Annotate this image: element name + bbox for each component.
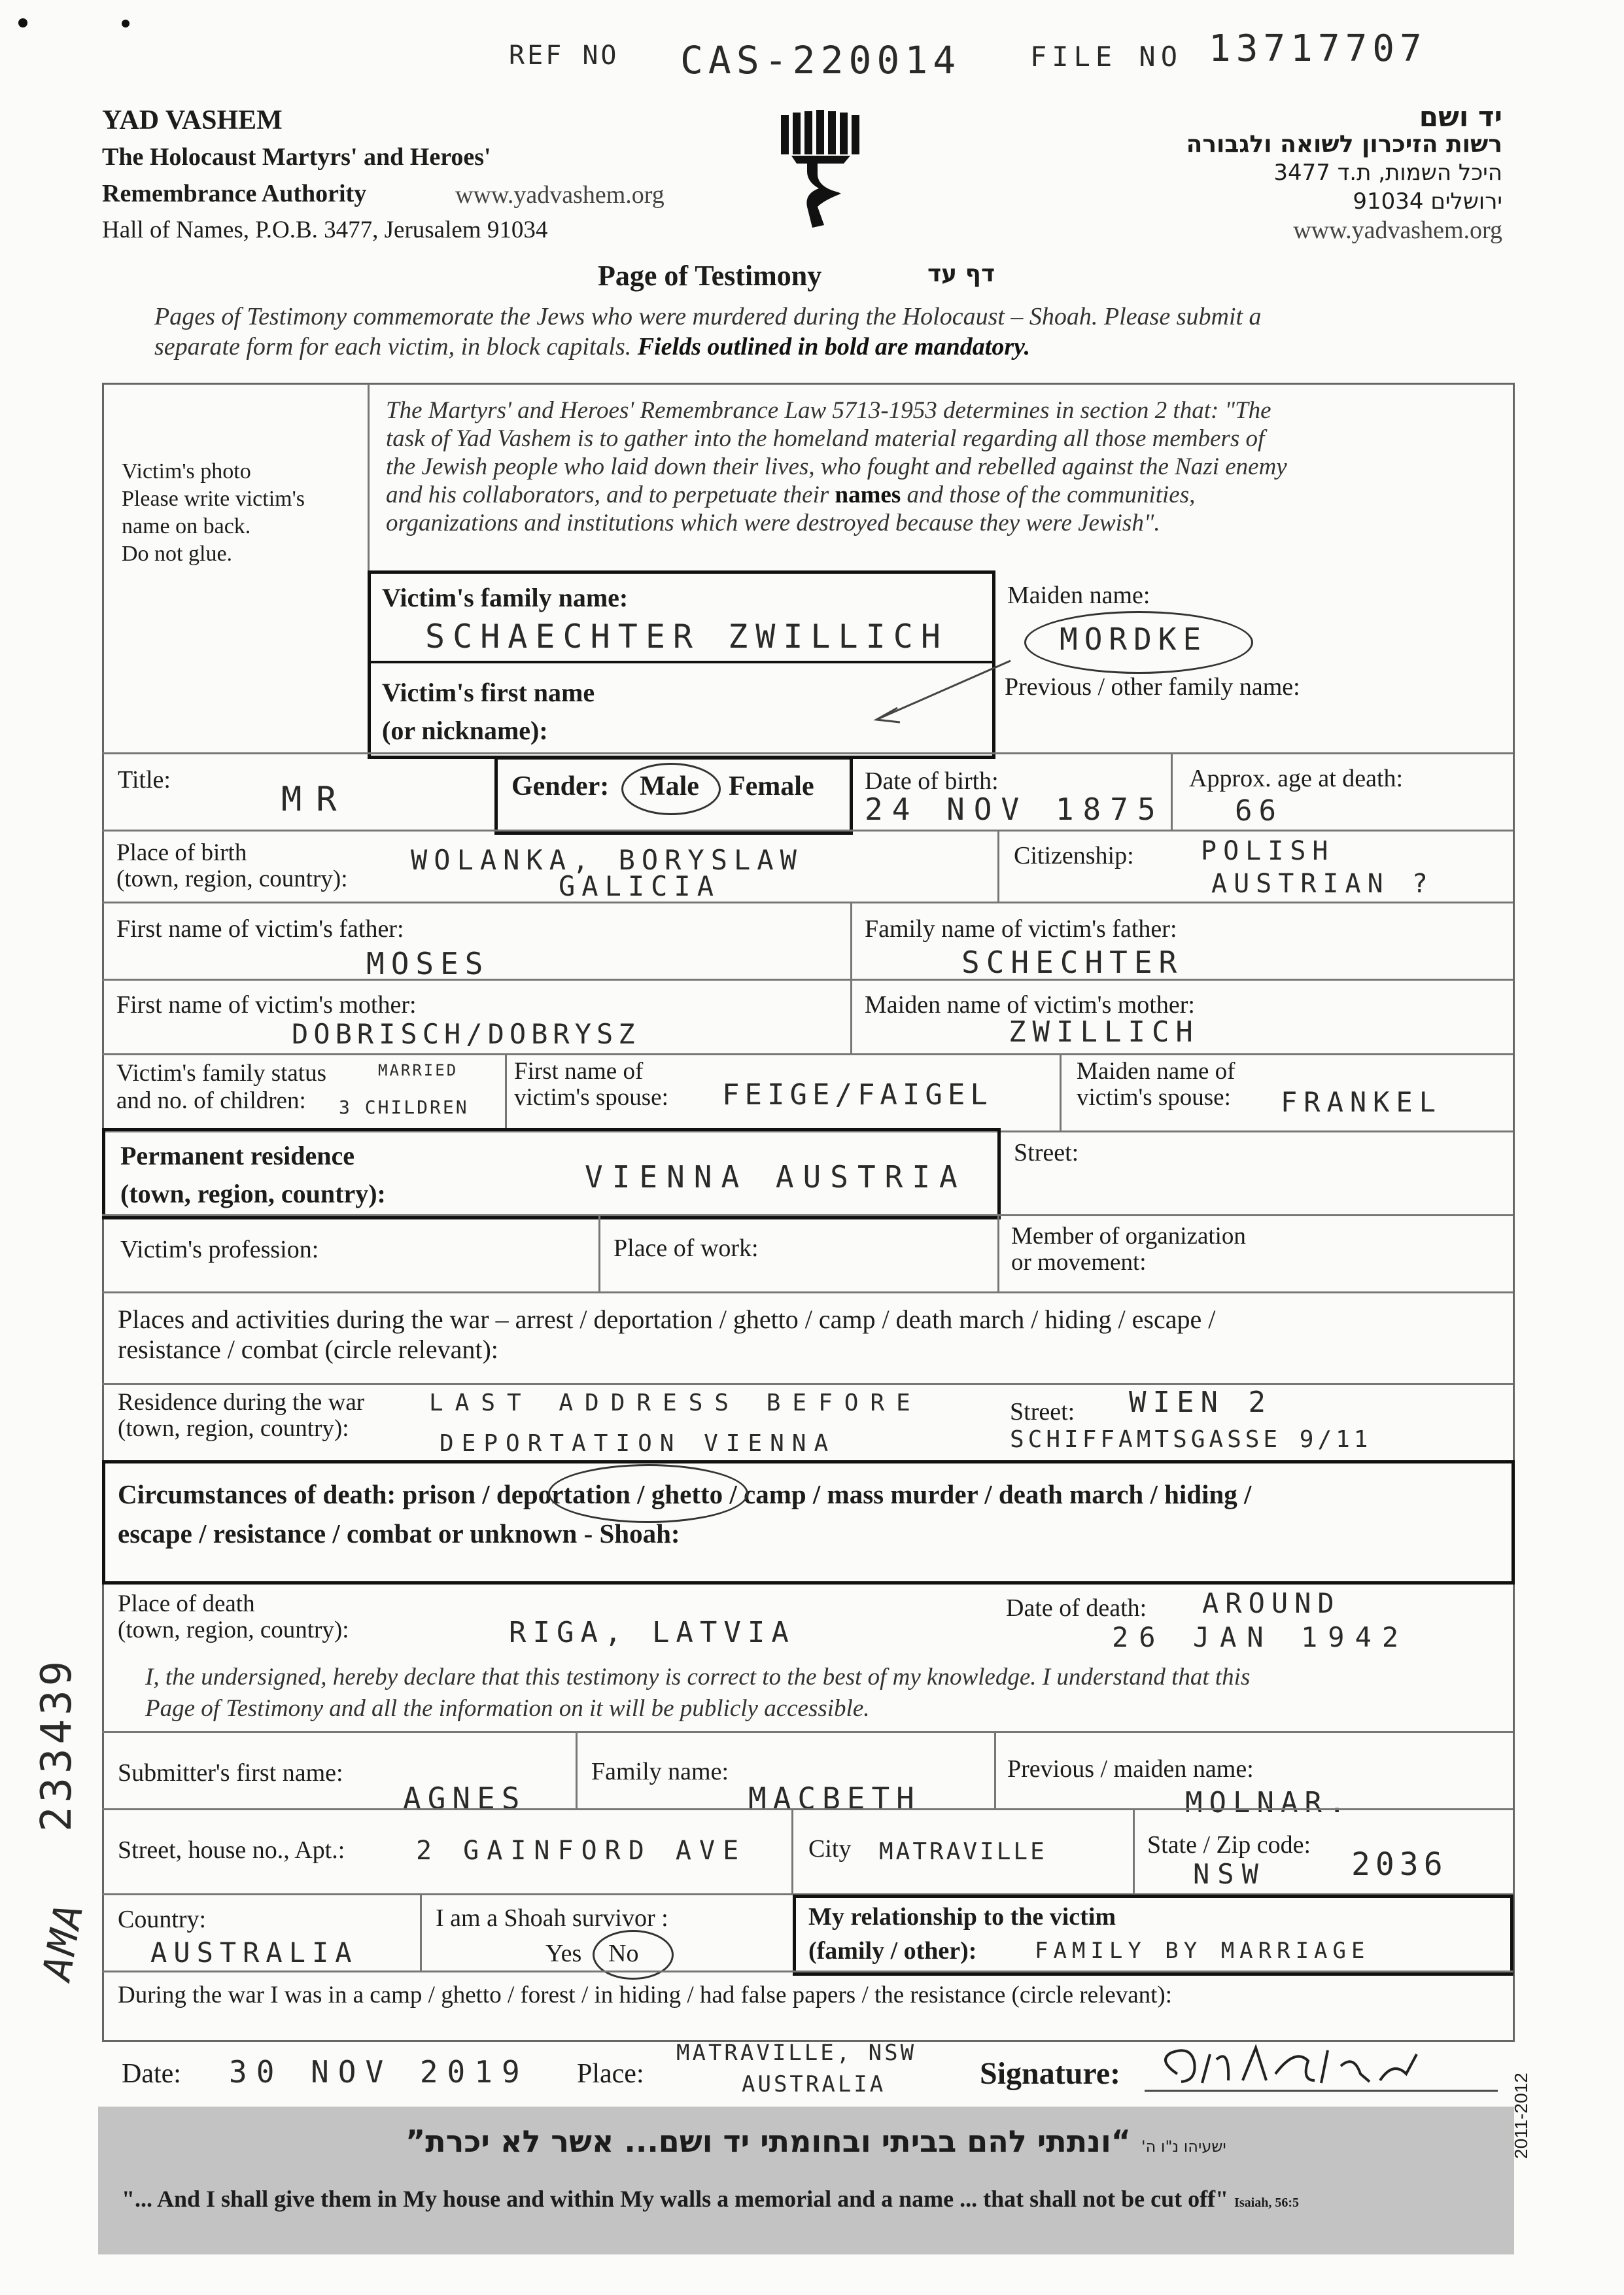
row-line [102,1731,1513,1733]
spouse-first-value[interactable]: FEIGE/FAIGEL [722,1078,993,1112]
place-label: Place: [577,2059,644,2089]
mother-maiden-label: Maiden name of victim's mother: [865,991,1195,1019]
footer-hebrew-ref: ישעיהו נ"ו ה' [1141,2137,1226,2156]
places-label-line2: resistance / combat (circle relevant): [118,1335,498,1364]
punch-mark [18,18,27,27]
dod-value-line1[interactable]: AROUND [1202,1587,1341,1619]
title-value[interactable]: MR [281,780,351,819]
residence-label [120,1137,386,1213]
pob-value-line2[interactable]: GALICIA [559,870,721,902]
during-war-label: During the war I was in a camp / ghetto / forest / in hiding / had false papers / the resistance (circle relevant): [118,1982,1173,2008]
family-name-value[interactable]: SCHAECHTER ZWILLICH [425,618,948,656]
col-line [598,1214,600,1291]
form-title-hebrew: דף עד [927,260,995,287]
row-line [102,1808,1513,1810]
spouse-maiden-label-line1: Maiden name of [1077,1058,1235,1085]
col-line [420,1893,422,1971]
relationship-label-line1: My relationship to the victim [808,1903,1116,1931]
submitter-state-label: State / Zip code: [1147,1831,1311,1859]
declaration-line2: Page of Testimony and all the information on it will be publicly accessible. [145,1695,870,1722]
submitter-zip-value[interactable]: 2036 [1351,1846,1448,1883]
pob-label [116,840,347,892]
row-line [102,1383,1513,1385]
family-name-label: Victim's family name: [382,583,629,612]
date-label: Date: [122,2059,181,2089]
children-value[interactable]: 3 CHILDREN [339,1096,469,1118]
war-residence-label-line2: (town, region, country): [118,1415,349,1442]
intro-line2-text: separate form for each victim, in block capitals. [154,333,632,360]
law-line4 [386,481,1287,509]
photo-line3: name on back. [122,514,251,538]
circumstances-line1: Circumstances of death: prison / deportation / ghetto / camp / mass murder / death march / hiding / [118,1479,1252,1509]
maiden-name-label: Maiden name: [1007,582,1150,609]
file-no-value: 13717707 [1209,27,1427,70]
org-name: YAD VASHEM [102,105,283,135]
col-line [576,1731,578,1808]
row-line [102,830,1513,832]
row-line [102,902,1513,903]
father-family-label: Family name of victim's father: [865,915,1177,943]
col-line [1060,1053,1062,1130]
father-first-label: First name of victim's father: [116,915,404,943]
submitter-country-value[interactable]: AUSTRALIA [150,1936,358,1969]
place-value-line2[interactable]: AUSTRALIA [742,2071,886,2097]
age-value[interactable]: 66 [1235,794,1283,828]
submitter-family-value[interactable]: MACBETH [748,1781,921,1816]
relationship-value[interactable]: FAMILY BY MARRIAGE [1035,1938,1370,1964]
submitter-state-value[interactable]: NSW [1193,1858,1266,1890]
family-status-label [116,1060,326,1115]
dob-label: Date of birth: [865,767,999,795]
profession-label: Victim's profession: [120,1236,319,1263]
places-label-line1: Places and activities during the war – arrest / deportation / ghetto / camp / death march / hiding / escape / [118,1305,1216,1334]
row-line [102,1971,1513,1972]
gender-female[interactable]: Female [729,771,814,801]
pob-value-line1[interactable]: WOLANKA, BORYSLAW [411,844,803,876]
ref-no-label: REF NO [509,41,619,71]
col-line [994,1731,996,1808]
law-line4c: and those of the communities, [907,482,1196,508]
submitter-first-label: Submitter's first name: [118,1759,343,1787]
submitter-street-label: Street, house no., Apt.: [118,1836,345,1864]
place-value-line1[interactable]: MATRAVILLE, NSW [676,2040,917,2066]
mother-maiden-value[interactable]: ZWILLICH [1009,1015,1200,1049]
war-street-value-line1[interactable]: WIEN 2 [1129,1386,1272,1419]
footer-english-ref: Isaiah, 56:5 [1234,2196,1300,2210]
work-label: Place of work: [613,1235,759,1262]
gender-label: Gender: [511,771,610,801]
circumstances-line2: escape / resistance / combat or unknown - Shoah: [118,1518,680,1549]
gender-male[interactable]: Male [640,771,699,801]
war-residence-label-line1: Residence during the war [118,1389,365,1416]
margin-initials: AMA [34,1898,93,1984]
submitter-prev-label: Previous / maiden name: [1007,1755,1254,1783]
photo-instructions [122,458,305,568]
row-line [102,979,1513,981]
footer-hebrew-quote: ישעיהו נ"ו ה' “ונתתי להם בביתי ובחומתי יד ושם... אשר לא יכרת” [406,2124,1226,2159]
residence-label-line2: (town, region, country): [120,1179,386,1208]
col-line [1171,752,1173,830]
signature-image [1145,2035,1498,2100]
submitter-prev-value[interactable]: MOLNAR. [1185,1786,1353,1819]
heb-org-line4: ירושלים 91034 [1353,188,1502,215]
mother-first-label: First name of victim's mother: [116,991,417,1019]
member-label-line1: Member of organization [1011,1223,1246,1250]
survivor-label: I am a Shoah survivor : [436,1904,668,1932]
arrow-mark [870,657,1014,729]
submitter-country-label: Country: [118,1906,207,1933]
family-status-value[interactable]: MARRIED [378,1061,458,1079]
family-status-label-line1: Victim's family status [116,1060,326,1087]
heb-org-website: www.yadvashem.org [1293,217,1502,244]
heb-org-line3: היכל השמות, ת.ד 3477 [1273,160,1502,186]
dod-label: Date of death: [1006,1594,1147,1622]
file-no-label: FILE NO [1030,41,1183,73]
col-line [997,1214,999,1291]
member-label [1011,1223,1246,1276]
form-version: 2011-2012 [1511,2073,1531,2159]
survivor-no[interactable]: No [608,1940,639,1967]
spouse-maiden-value[interactable]: FRANKEL [1281,1086,1443,1118]
dod-value-line2[interactable]: 26 JAN 1942 [1112,1621,1409,1653]
member-label-line2: or movement: [1011,1249,1147,1276]
citizenship-value-line2[interactable]: AUSTRIAN ? [1211,869,1434,899]
spouse-maiden-label [1077,1059,1235,1111]
residence-value[interactable]: VIENNA AUSTRIA [585,1159,967,1195]
family-status-label-line2: and no. of children: [116,1087,306,1114]
submitter-city-value[interactable]: MATRAVILLE [879,1838,1047,1865]
org-address: Hall of Names, P.O.B. 3477, Jerusalem 91034 [102,217,548,243]
col-line [997,830,999,902]
first-name-label [382,674,595,750]
pod-label-line1: Place of death [118,1590,255,1617]
street-label: Street: [1014,1139,1079,1166]
col-line [850,902,852,1053]
col-line [1133,1808,1135,1893]
residence-label-line1: Permanent residence [120,1141,355,1170]
law-line4a: and his collaborators, and to perpetuate their [386,482,829,508]
intro-line2 [154,332,1030,361]
col-line [791,1808,793,1893]
submitter-city-label: City [808,1835,852,1863]
dob-value[interactable]: 24 NOV 1875 [865,792,1165,827]
spouse-first-label-line2: victim's spouse: [514,1084,668,1111]
law-line3: the Jewish people who laid down their lives, who fought and rebelled against the Nazi enemy [386,453,1287,480]
yad-vashem-logo [778,109,863,233]
submitter-family-label: Family name: [591,1758,729,1785]
signature-label: Signature: [980,2056,1121,2091]
intro-mandatory-note: Fields outlined in bold are mandatory. [637,333,1031,360]
photo-line1: Victim's photo [122,459,251,483]
ref-no-value: CAS-220014 [680,38,961,82]
title-label: Title: [118,766,171,794]
declaration-line1: I, the undersigned, hereby declare that this testimony is correct to the best of my knowledge. I understand that this [145,1664,1251,1691]
war-residence-value-line2[interactable]: DEPORTATION VIENNA [440,1430,837,1457]
row-line [102,752,1513,754]
pob-label-line2: (town, region, country): [116,866,348,892]
spouse-first-label [514,1059,668,1111]
date-value[interactable]: 30 NOV 2019 [229,2054,529,2090]
law-line1: The Martyrs' and Heroes' Remembrance Law 5713-1953 determines in section 2 that: "The [386,397,1271,424]
photo-line2: Please write victim's [122,487,305,511]
row-line [102,1053,1513,1055]
pod-label [118,1591,349,1643]
submitter-street-value[interactable]: 2 GAINFORD AVE [416,1836,747,1866]
citizenship-label: Citizenship: [1014,842,1134,869]
heb-org-name: יד ושם [1419,101,1502,133]
war-residence-value-line1[interactable]: LAST ADDRESS BEFORE [429,1390,922,1416]
law-text [386,396,1287,537]
pod-value[interactable]: RIGA, LATVIA [509,1616,795,1649]
heb-org-line2: רשות הזיכרון לשואה ולגבורה [1186,131,1502,158]
law-names-bold: names [835,482,901,508]
relationship-label-line2: (family / other): [808,1937,977,1965]
war-street-value-line2[interactable]: SCHIFFAMTSGASSE 9/11 [1010,1426,1372,1453]
form-title: Page of Testimony [598,260,822,292]
row-line [102,1291,1513,1293]
mother-first-value[interactable]: DOBRISCH/DOBRYSZ [292,1018,640,1050]
father-first-value[interactable]: MOSES [366,946,490,981]
intro-line1: Pages of Testimony commemorate the Jews who were murdered during the Holocaust – Shoah. Please submit a [154,303,1262,330]
pob-label-line1: Place of birth [116,839,247,866]
org-website: www.yadvashem.org [455,181,665,209]
maiden-name-value[interactable]: MORDKE [1060,622,1208,657]
first-name-label-line1: Victim's first name [382,678,595,707]
pod-label-line2: (town, region, country): [118,1617,349,1643]
survivor-yes[interactable]: Yes [545,1940,582,1967]
citizenship-value-line1[interactable]: POLISH [1201,836,1335,866]
previous-name-label: Previous / other family name: [1005,673,1300,701]
footer-english-quote [122,2185,1299,2213]
places-label [118,1305,1215,1365]
org-line3: Remembrance Authority [102,180,367,207]
punch-mark [122,20,130,27]
spouse-first-label-line1: First name of [514,1058,644,1085]
submitter-first-value[interactable]: AGNES [403,1781,527,1816]
row-line [102,1214,1513,1216]
photo-line4: Do not glue. [122,542,233,566]
law-line2: task of Yad Vashem is to gather into the homeland material regarding all those members of [386,425,1265,452]
spouse-maiden-label-line2: victim's spouse: [1077,1084,1231,1111]
deportation-circle [548,1464,748,1523]
law-line5: organizations and institutions which were destroyed because they were Jewish". [386,510,1160,536]
war-residence-label [118,1390,364,1442]
first-name-label-line2: (or nickname): [382,716,548,745]
father-family-value[interactable]: SCHECHTER [961,945,1184,980]
footer-english-text: "... And I shall give them in My house and within My walls a memorial and a name ... that shall not be cut off" [122,2186,1229,2212]
col-line [505,1053,507,1130]
age-label: Approx. age at death: [1189,765,1404,792]
org-line2: The Holocaust Martyrs' and Heroes' [102,143,491,171]
footer-hebrew-text: ונתתי להם בביתי ובחומתי יד ושם... אשר לא יכרת [425,2124,1111,2159]
margin-number: 233439 [33,1656,81,1832]
war-street-label: Street: [1010,1398,1075,1426]
declaration-text [145,1662,1250,1725]
